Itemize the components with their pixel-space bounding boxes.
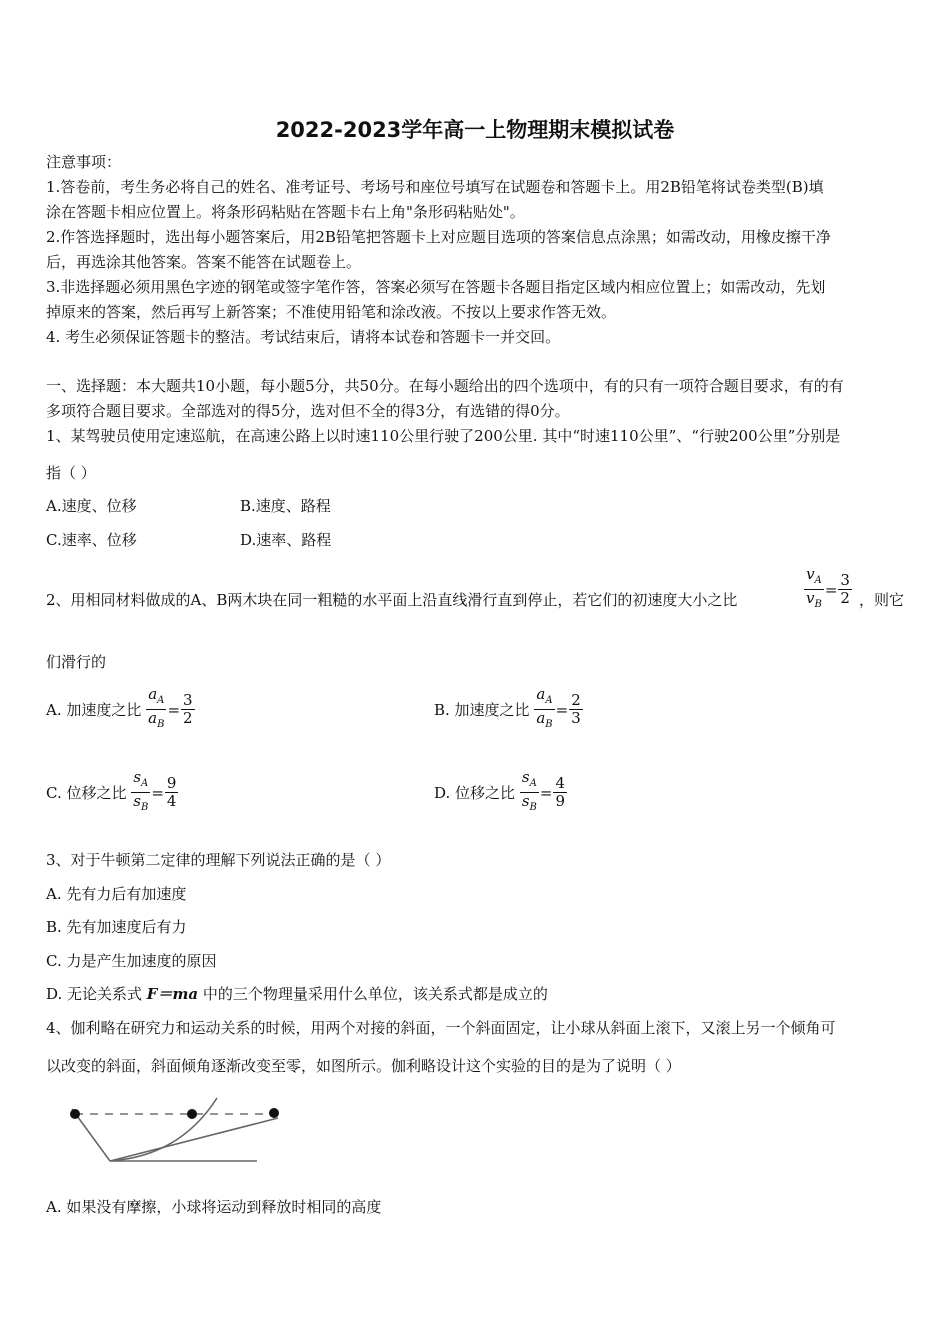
q1-stem: 1、某驾驶员使用定速巡航，在高速公路上以时速110公里行驶了200公里. 其中“时速110公里”、“行驶200公里”分别是 — [46, 427, 841, 445]
q4-option-a: A. 如果没有摩擦，小球将运动到释放时相同的高度 — [46, 1198, 382, 1216]
ball-steep — [187, 1109, 197, 1119]
q2-option-d: D. 位移之比 $\frac{s_A}{s_B}$ = $\frac{4}{9}$ — [434, 768, 565, 813]
q2-velocity-ratio: $\frac{v_A}{v_B}$ = $\frac{3}{2}$ — [806, 565, 850, 610]
q2-option-a: A. 加速度之比 $\frac{a_A}{a_B}$ = $\frac{3}{2}$ — [46, 685, 193, 730]
q3-option-a: A. 先有力后有加速度 — [46, 885, 187, 903]
q4-stem-cont: 以改变的斜面，斜面倾角逐渐改变至零，如图所示。伽利略设计这个实验的目的是为了说明（ ） — [46, 1057, 681, 1075]
notice-heading: 注意事项： — [46, 153, 122, 171]
q1-stem-cont: 指（ ） — [46, 464, 96, 482]
notice-line: 涂在答题卡相应位置上。将条形码粘贴在答题卡右上角"条形码粘贴处"。 — [46, 203, 525, 221]
q3-option-c: C. 力是产生加速度的原因 — [46, 952, 217, 970]
section-intro: 一、选择题：本大题共10小题，每小题5分，共50分。在每小题给出的四个选项中，有的只有一项符合题目要求，有的有 — [46, 377, 844, 395]
q4-stem: 4、伽利略在研究力和运动关系的时候，用两个对接的斜面，一个斜面固定，让小球从斜面上滚下，又滚上另一个倾角可 — [46, 1019, 836, 1037]
steep-incline-curve — [110, 1098, 217, 1161]
q1-option-d: D.速率、路程 — [240, 531, 332, 549]
ball-start — [70, 1109, 80, 1119]
notice-line: 4. 考生必须保证答题卡的整洁。考试结束后，请将本试卷和答题卡一并交回。 — [46, 328, 561, 346]
galileo-incline-diagram — [50, 1092, 280, 1167]
notice-line: 2.作答选择题时，选出每小题答案后，用2B铅笔把答题卡上对应题目选项的答案信息点涂黑；如需改动，用橡皮擦干净 — [46, 228, 831, 246]
q2-stem-tail: ，则它 — [859, 591, 905, 609]
shallow-incline — [110, 1118, 278, 1161]
q3-option-b: B. 先有加速度后有力 — [46, 918, 187, 936]
q1-option-c: C.速率、位移 — [46, 531, 137, 549]
q2-option-b: B. 加速度之比 $\frac{a_A}{a_B}$ = $\frac{2}{3}$ — [434, 685, 581, 730]
q1-option-a: A.速度、位移 — [46, 497, 137, 515]
q2-stem: 2、用相同材料做成的A、B两木块在同一粗糙的水平面上沿直线滑行直到停止，若它们的初速度大小之比 — [46, 591, 738, 609]
formula: F＝ma — [146, 985, 199, 1003]
q3-option-d: D. 无论关系式 F＝ma 中的三个物理量采用什么单位，该关系式都是成立的 — [46, 985, 548, 1003]
q3-stem: 3、对于牛顿第二定律的理解下列说法正确的是（ ） — [46, 851, 391, 869]
section-intro: 多项符合题目要求。全部选对的得5分，选对但不全的得3分，有选错的得0分。 — [46, 402, 570, 420]
q2-stem-cont: 们滑行的 — [46, 653, 107, 671]
notice-line: 3.非选择题必须用黑色字迹的钢笔或签字笔作答，答案必须写在答题卡各题目指定区域内相应位置上；如需改动，先划 — [46, 278, 826, 296]
notice-line: 后，再选涂其他答案。答案不能答在试题卷上。 — [46, 253, 362, 271]
page-title: 2022-2023学年高一上物理期末模拟试卷 — [275, 118, 675, 142]
q1-option-b: B.速度、路程 — [240, 497, 331, 515]
q2-option-c: C. 位移之比 $\frac{s_A}{s_B}$ = $\frac{9}{4}$ — [46, 768, 177, 813]
notice-line: 掉原来的答案，然后再写上新答案；不准使用铅笔和涂改液。不按以上要求作答无效。 — [46, 303, 617, 321]
notice-line: 1.答卷前，考生务必将自己的姓名、准考证号、考场号和座位号填写在试题卷和答题卡上。用2B铅笔将试卷类型(B)填 — [46, 178, 824, 196]
ball-shallow — [269, 1108, 279, 1118]
